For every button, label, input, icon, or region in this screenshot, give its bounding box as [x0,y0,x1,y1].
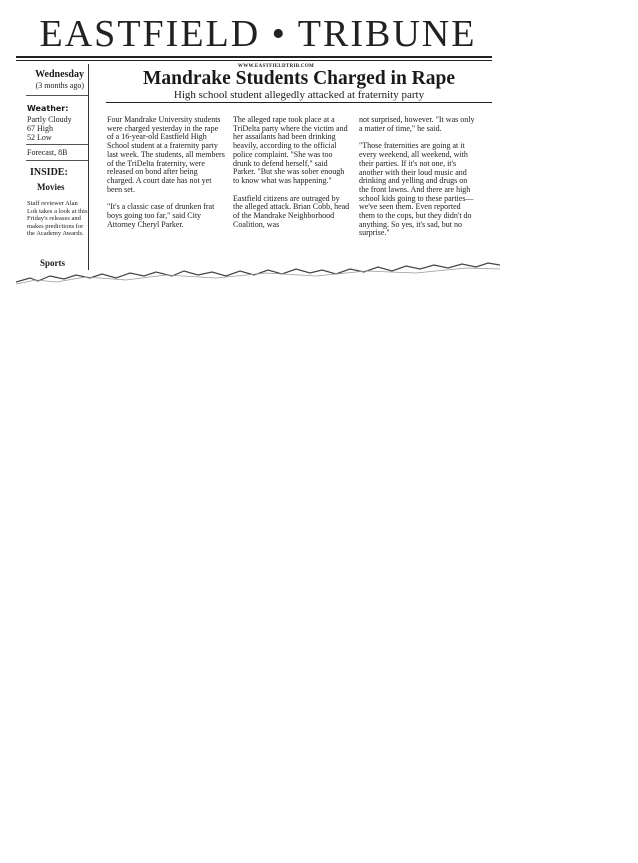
movies-label: Movies [37,182,65,192]
weather-label: Weather: [27,104,69,113]
paragraph: Eastfield citizens are outraged by the alleged attack. Brian Cobb, head of the Mandrake Neighborhood Coalition, was [233,193,350,229]
paragraph: "Those fraternities are going at it every weekend, all weekend, with their parties. If it's not one, it's another with their loud music and drinking and yelling and drugs on the front lawns. And there are high school kids going to these parties—we've seen them. Even reported them to the cops, but they didn't do anything. So yes, it's sad, but no surprise." [359,141,474,238]
weather-condition: Partly Cloudy [27,115,72,124]
sidebar-divider [26,144,88,145]
sidebar [16,64,89,270]
inside-label: INSIDE: [30,167,68,178]
article-headline: Mandrake Students Charged in Rape [142,68,456,89]
paragraph: "It's a classic case of drunken frat boys going too far," said City Attorney Cheryl Parker. [107,202,215,229]
masthead-rule [16,56,492,58]
sidebar-date-note: (3 months ago) [35,81,84,90]
article-column-2 [233,116,351,238]
forecast-ref: Forecast, 8B [27,148,68,157]
headline-rule [106,102,492,103]
torn-paper-edge [16,254,500,286]
paragraph: not surprised, however. "It was only a matter of time," he said. [359,115,475,133]
article-subhead: High school student allegedly attacked at fraternity party [173,89,425,101]
paper-url: WWW.EASTFIELDTRIB.COM [237,64,315,69]
newspaper-clipping [16,8,500,283]
sidebar-divider [26,160,88,161]
weather-low: 52 Low [27,133,52,142]
sidebar-divider [26,95,88,96]
tear-line [16,263,500,282]
masthead: EASTFIELD • TRIBUNE [39,13,477,55]
article-column-1 [107,116,225,238]
tear-shadow [16,268,500,284]
article-column-3 [359,116,477,247]
paragraph: Four Mandrake University students were charged yesterday in the rape of a 16-year-old Eastfield High School student at a fraternity party last week. The students, all members of the TriDelta fraternity, were released on bond after being charged. A court date has not yet been set. [107,115,225,194]
movies-blurb: Staff reviewer Alan Lok takes a look at this Friday's releases and makes predictions for the Academy Awards. [27,200,88,237]
sports-label: Sports [40,258,66,268]
sidebar-day: Wednesday [35,69,84,80]
masthead-rule-thin [16,60,492,61]
paragraph: The alleged rape took place at a TriDelta party where the victim and her assailants had been drinking heavily, according to the official police complaint. "She was too drunk to defend herself," said Parker. "But she was sober enough to know what was happening." [233,115,348,185]
weather-high: 67 High [27,124,53,133]
